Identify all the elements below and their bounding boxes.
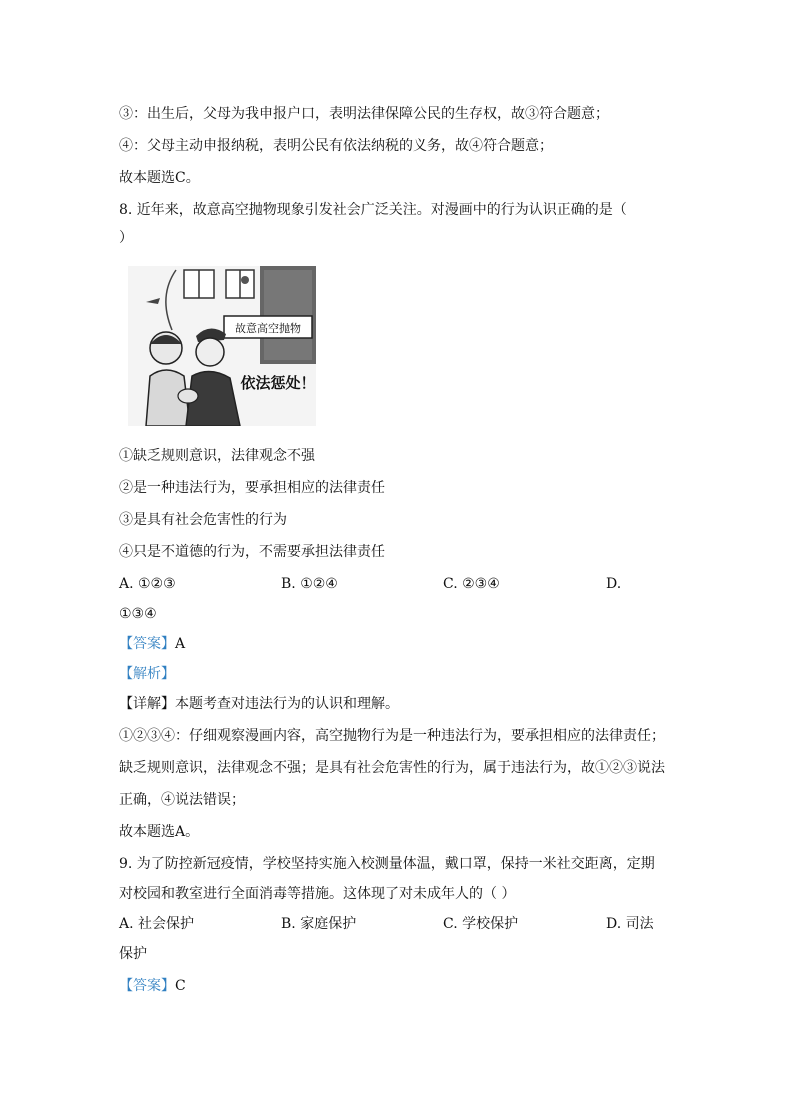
option-d-wrap: 保护 xyxy=(119,946,147,962)
detail-tag: 【详解】 xyxy=(119,696,175,712)
option-d: D. 司法 xyxy=(606,916,654,932)
statement-2: ②是一种违法行为，要承担相应的法律责任 xyxy=(119,480,385,496)
analysis-tag: 【解析】 xyxy=(119,666,175,682)
answer-line xyxy=(119,634,185,654)
text-line: ④：父母主动申报纳税，表明公民有依法纳税的义务，故④符合题意； xyxy=(119,138,553,154)
option-d-wrap: ①③④ xyxy=(119,606,157,622)
option-d: D. xyxy=(606,576,622,592)
answer-tag: 【答案】 xyxy=(119,978,175,994)
statement-3: ③是具有社会危害性的行为 xyxy=(119,512,287,528)
cartoon-speech-text: 依法惩处！ xyxy=(240,374,316,392)
cartoon-illustration xyxy=(128,266,316,426)
detail-text: 本题考查对违法行为的认识和理解。 xyxy=(175,696,399,712)
answer-line xyxy=(119,976,186,996)
question-9-stem-line2: 对校园和教室进行全面消毒等措施。这体现了对未成年人的（ ） xyxy=(119,886,516,902)
option-a: A. ①②③ xyxy=(119,576,176,592)
explanation-line: 故本题选A。 xyxy=(119,824,200,840)
option-a: A. 社会保护 xyxy=(119,916,195,932)
explanation-line: 缺乏规则意识，法律观念不强；是具有社会危害性的行为，属于违法行为，故①②③说法 xyxy=(119,760,665,776)
text-line: 故本题选C。 xyxy=(119,170,200,186)
answer-value: A xyxy=(175,636,186,652)
text-line: ③：出生后，父母为我申报户口，表明法律保障公民的生存权，故③符合题意； xyxy=(119,106,609,122)
question-8-stem: 8. 近年来，故意高空抛物现象引发社会广泛关注。对漫画中的行为认识正确的是（ xyxy=(119,202,627,218)
question-9-stem: 9. 为了防控新冠疫情，学校坚持实施入校测量体温，戴口罩，保持一米社交距离，定期 xyxy=(119,856,655,872)
statement-4: ④只是不道德的行为，不需要承担法律责任 xyxy=(119,544,385,560)
option-c: C. ②③④ xyxy=(443,576,500,592)
statement-1: ①缺乏规则意识，法律观念不强 xyxy=(119,448,315,464)
cartoon-sign-text: 故意高空抛物 xyxy=(235,322,301,335)
explanation-line: 正确，④说法错误； xyxy=(119,792,245,808)
option-b: B. 家庭保护 xyxy=(281,916,357,932)
option-c: C. 学校保护 xyxy=(443,916,519,932)
answer-value: C xyxy=(175,978,186,994)
analysis-line xyxy=(119,664,175,684)
option-b: B. ①②④ xyxy=(281,576,338,592)
detail-line xyxy=(119,694,399,714)
explanation-line: ①②③④：仔细观察漫画内容，高空抛物行为是一种违法行为，要承担相应的法律责任； xyxy=(119,728,665,744)
answer-tag: 【答案】 xyxy=(119,636,175,652)
question-8-stem-end: ） xyxy=(119,230,133,246)
